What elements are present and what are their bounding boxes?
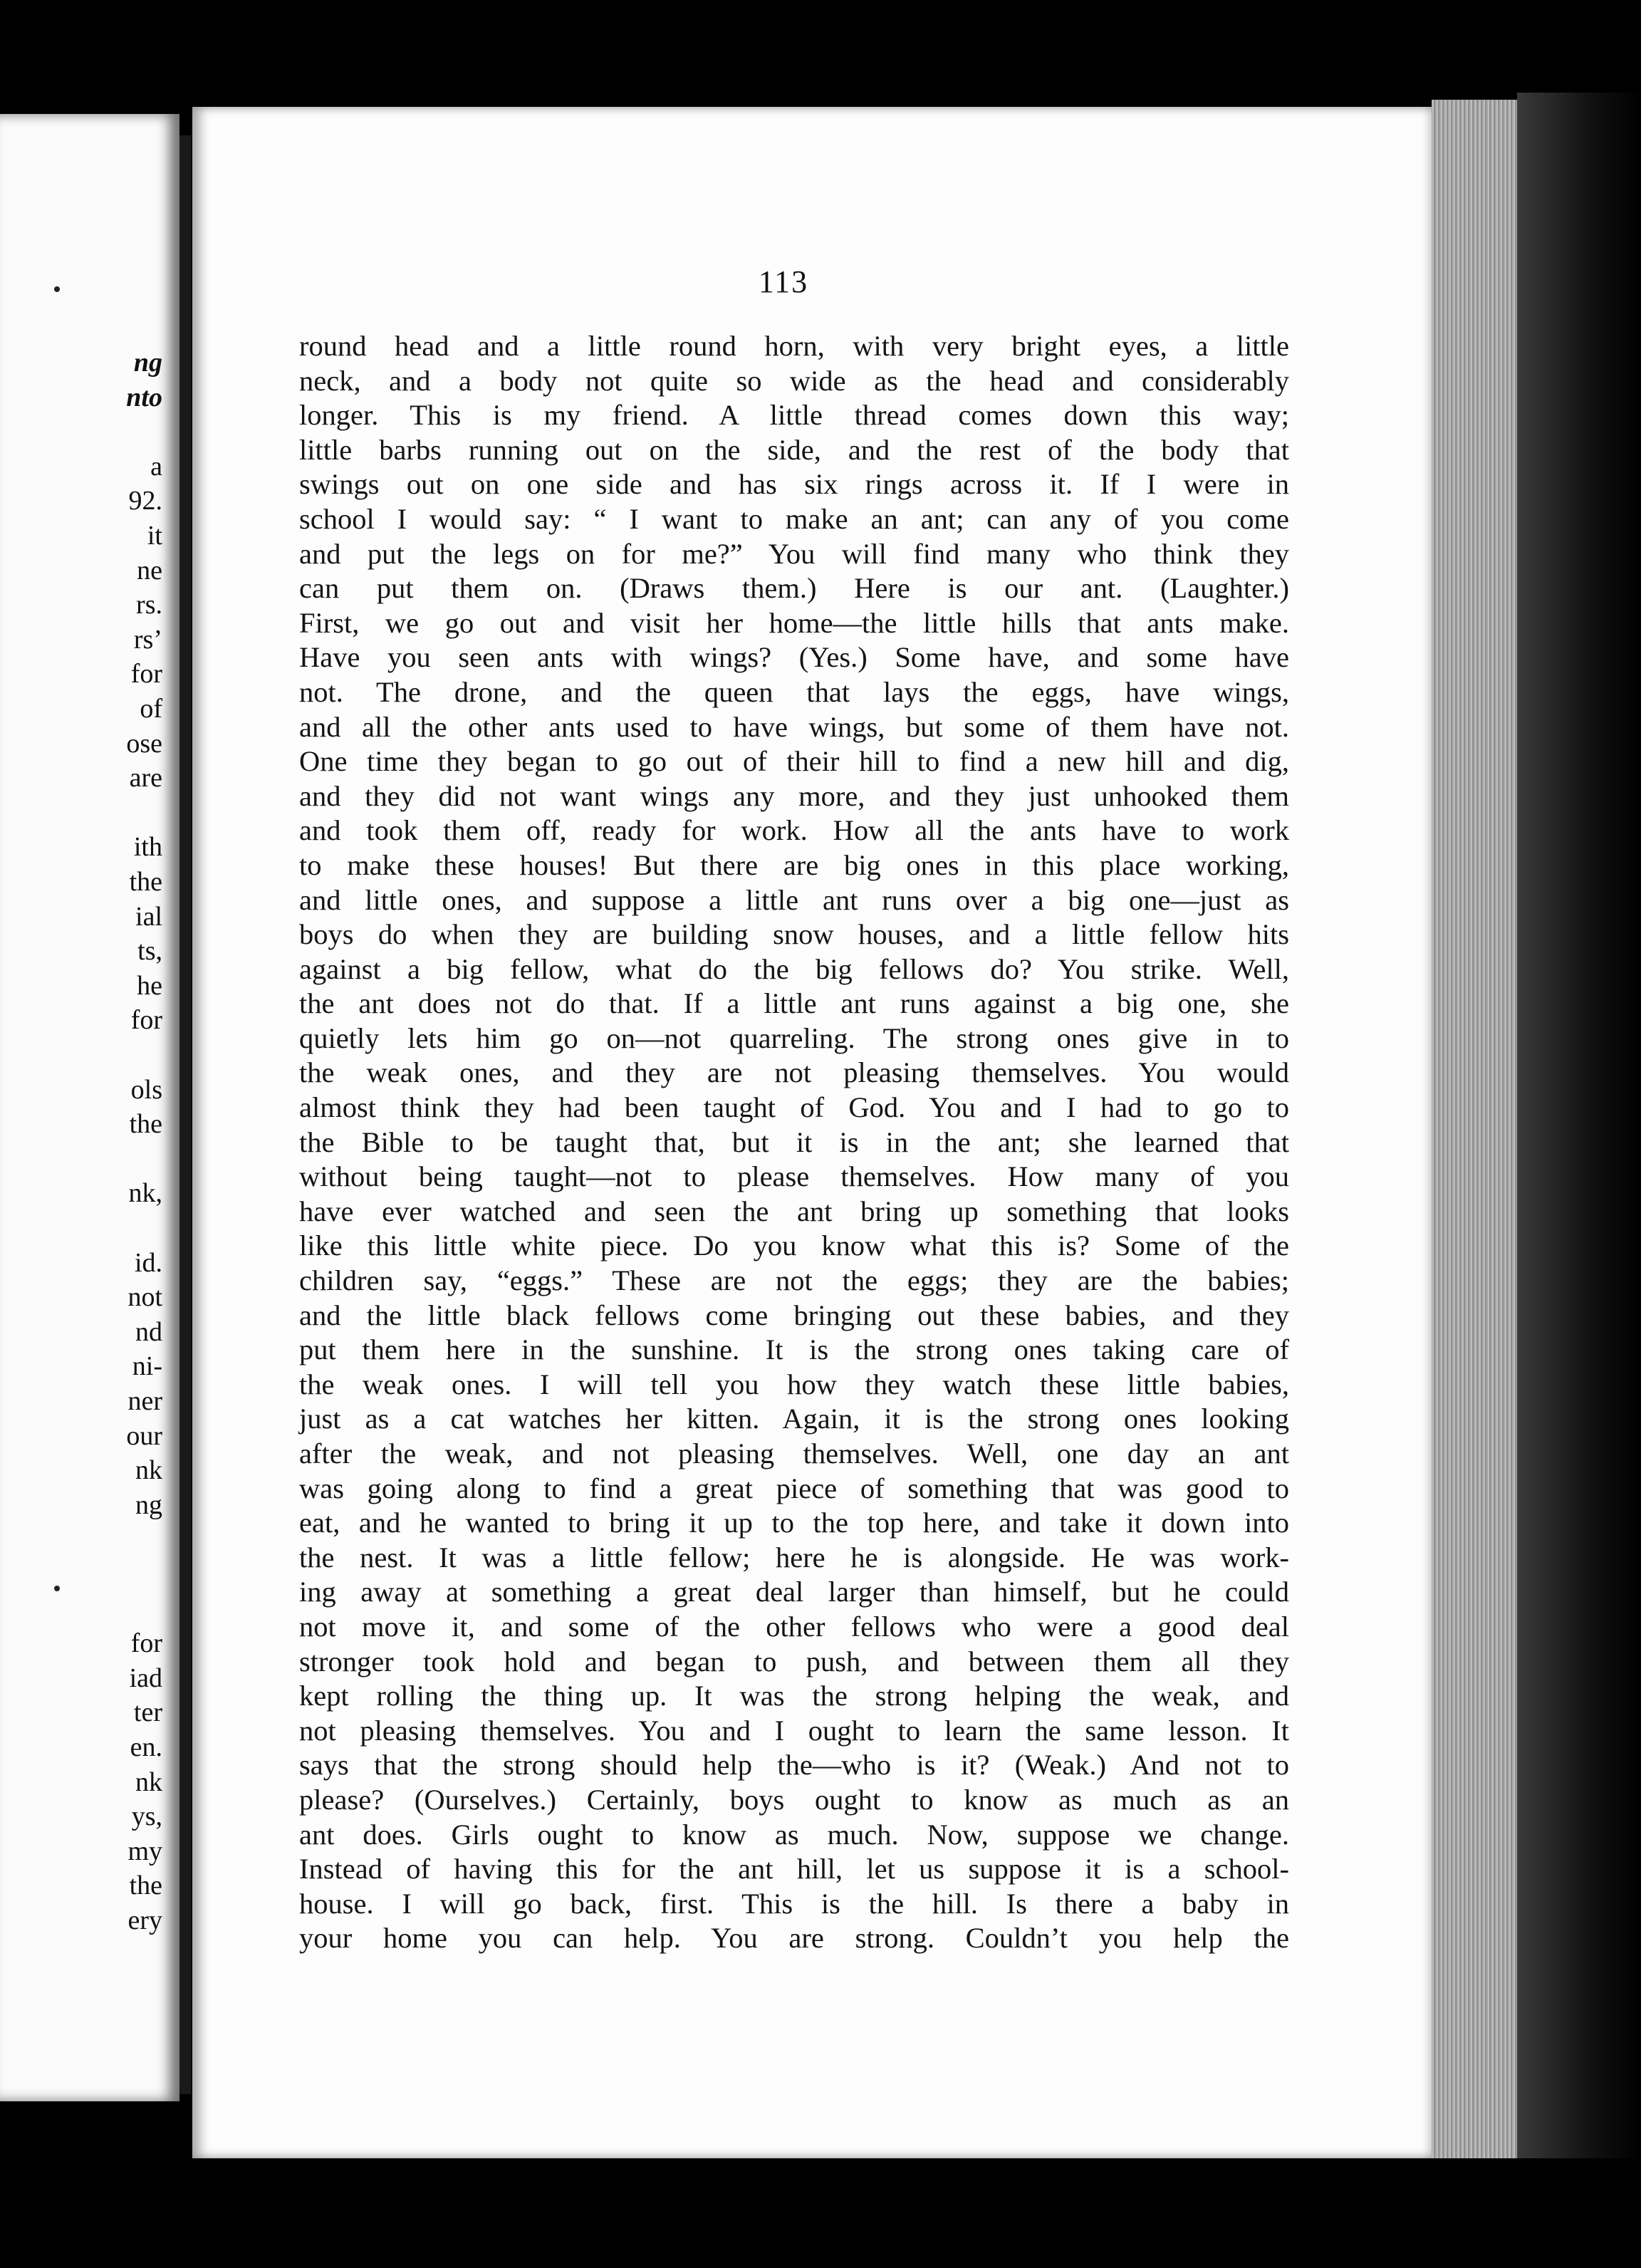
text-line: and the little black fellows come bringing out these babies, and they [299, 1299, 1289, 1331]
left-page-fragment: ng [135, 1489, 162, 1520]
text-line: ant does. Girls ought to know as much. Now, suppose we change. [299, 1818, 1289, 1851]
left-page-fragment: ery [127, 1905, 162, 1935]
text-line: ing away at something a great deal larger than himself, but he could [299, 1576, 1289, 1608]
left-page-fragment: ner [127, 1386, 162, 1416]
text-line: Have you seen ants with wings? (Yes.) Some have, and some have [299, 641, 1289, 674]
text-line: and put the legs on for me?” You will find many who think they [299, 537, 1289, 570]
text-line: almost think they had been taught of God. You and I had to go to [299, 1091, 1289, 1124]
page-number: 113 [758, 264, 809, 299]
text-line: the ant does not do that. If a little ant runs against a big one, she [299, 987, 1289, 1020]
text-line: school I would say: “ I want to make an ant; can any of you come [299, 502, 1289, 535]
text-line: the Bible to be taught that, but it is in the ant; she learned that [299, 1125, 1289, 1158]
left-page-fragment: ts, [137, 936, 162, 967]
left-page-fragment: for [130, 659, 162, 690]
text-line: your home you can help. You are strong. Couldn’t you help the [299, 1922, 1289, 1955]
text-line: to make these houses! But there are big ones in this place working, [299, 848, 1289, 881]
left-page-fragment: nk, [128, 1178, 162, 1209]
text-line: please? (Ourselves.) Certainly, boys ought to know as much as an [299, 1783, 1289, 1816]
left-page-fragment: ith [133, 832, 162, 863]
left-page-fragment: the [129, 1109, 162, 1140]
text-line: put them here in the sunshine. It is the strong ones taking care of [299, 1333, 1289, 1366]
text-line: not pleasing themselves. You and I ought to learn the same lesson. It [299, 1714, 1289, 1747]
left-page-fragment: our [126, 1420, 162, 1451]
scan-speck [54, 1586, 60, 1591]
left-page-fragment: it [147, 521, 162, 551]
page-edges [1432, 100, 1517, 2158]
text-line: just as a cat watches her kitten. Again, it is the strong ones looking [299, 1403, 1289, 1435]
left-page-fragment: of [140, 694, 162, 724]
book-spine [1517, 93, 1641, 2158]
text-line: eat, and he wanted to bring it up to the top here, and take it down into [299, 1507, 1289, 1539]
text-line: quietly lets him go on—not quarreling. The strong ones give in to [299, 1021, 1289, 1054]
left-page-fragment: nk [135, 1767, 162, 1797]
text-line: kept rolling the thing up. It was the strong helping the weak, and [299, 1680, 1289, 1712]
text-line: longer. This is my friend. A little thread comes down this way; [299, 399, 1289, 432]
text-line: Instead of having this for the ant hill, let us suppose it is a school- [299, 1853, 1289, 1885]
left-page-fragment: rs. [136, 590, 162, 620]
text-line: the nest. It was a little fellow; here he is alongside. He was work- [299, 1541, 1289, 1573]
left-page-fragment: id. [134, 1247, 162, 1278]
text-line: have ever watched and seen the ant bring up something that looks [299, 1195, 1289, 1227]
left-page-fragment: a [150, 451, 162, 482]
text-line: boys do when they are building snow houses, and a little fellow hits [299, 918, 1289, 951]
text-line: and little ones, and suppose a little ant runs over a big one—just as [299, 883, 1289, 916]
text-line: and took them off, ready for work. How all the ants have to work [299, 814, 1289, 847]
left-page-fragment: rs’ [133, 624, 162, 655]
left-page-fragment: en. [130, 1732, 162, 1762]
left-page-fragment: ys, [131, 1801, 162, 1832]
previous-page-fragment [0, 114, 179, 2101]
text-line: after the weak, and not pleasing themselves. Well, one day an ant [299, 1437, 1289, 1469]
left-page-fragment: ng [133, 348, 162, 378]
left-page-fragment: for [130, 1005, 162, 1036]
left-page-fragment: ols [130, 1074, 162, 1105]
text-line: First, we go out and visit her home—the little hills that ants make. [299, 606, 1289, 639]
left-page-fragment: for [130, 1628, 162, 1659]
text-line: swings out on one side and has six rings across it. If I were in [299, 468, 1289, 501]
left-page-fragment: iad [129, 1663, 162, 1693]
left-page-fragment: nk [135, 1455, 162, 1486]
text-line: not move it, and some of the other fellows who were a good deal [299, 1610, 1289, 1643]
left-page-fragment: ose [126, 728, 162, 759]
body-text [299, 329, 1289, 1956]
text-line: One time they began to go out of their hill to find a new hill and dig, [299, 745, 1289, 778]
left-page-fragment: he [137, 970, 162, 1001]
text-line: children say, “eggs.” These are not the eggs; they are the babies; [299, 1264, 1289, 1297]
left-page-fragment: the [129, 1871, 162, 1901]
text-line: without being taught—not to please themselves. How many of you [299, 1160, 1289, 1193]
text-line: not. The drone, and the queen that lays the eggs, have wings, [299, 675, 1289, 708]
text-line: was going along to find a great piece of something that was good to [299, 1472, 1289, 1504]
text-line: and they did not want wings any more, and they just unhooked them [299, 779, 1289, 812]
left-page-fragment: ni- [132, 1351, 162, 1382]
text-line: round head and a little round horn, with very bright eyes, a little [299, 330, 1289, 362]
left-page-fragment: the [129, 867, 162, 897]
left-page-fragment: ter [133, 1697, 162, 1728]
text-line: against a big fellow, what do the big fellows do? You strike. Well, [299, 952, 1289, 985]
text-line: says that the strong should help the—who is it? (Weak.) And not to [299, 1749, 1289, 1781]
text-line: the weak ones. I will tell you how they watch these little babies, [299, 1368, 1289, 1400]
text-line: stronger took hold and began to push, and between them all they [299, 1645, 1289, 1677]
text-line: can put them on. (Draws them.) Here is our ant. (Laughter.) [299, 572, 1289, 605]
left-page-fragment: nd [135, 1316, 162, 1347]
text-line: house. I will go back, first. This is the hill. Is there a baby in [299, 1887, 1289, 1920]
left-page-fragment: are [129, 763, 162, 794]
left-page-fragment: ne [137, 555, 162, 586]
left-page-fragment: my [127, 1836, 162, 1866]
text-line: and all the other ants used to have wings, but some of them have not. [299, 710, 1289, 743]
text-line: the weak ones, and they are not pleasing themselves. You would [299, 1056, 1289, 1089]
left-page-fragment: nto [126, 382, 162, 412]
text-line: like this little white piece. Do you know what this is? Some of the [299, 1229, 1289, 1262]
text-line: little barbs running out on the side, and the rest of the body that [299, 433, 1289, 466]
left-page-fragment: ial [135, 901, 162, 932]
text-line: neck, and a body not quite so wide as the head and considerably [299, 364, 1289, 397]
left-page-fragment: 92. [128, 486, 162, 516]
left-page-fragment: not [127, 1282, 162, 1313]
scan-speck [54, 286, 60, 292]
